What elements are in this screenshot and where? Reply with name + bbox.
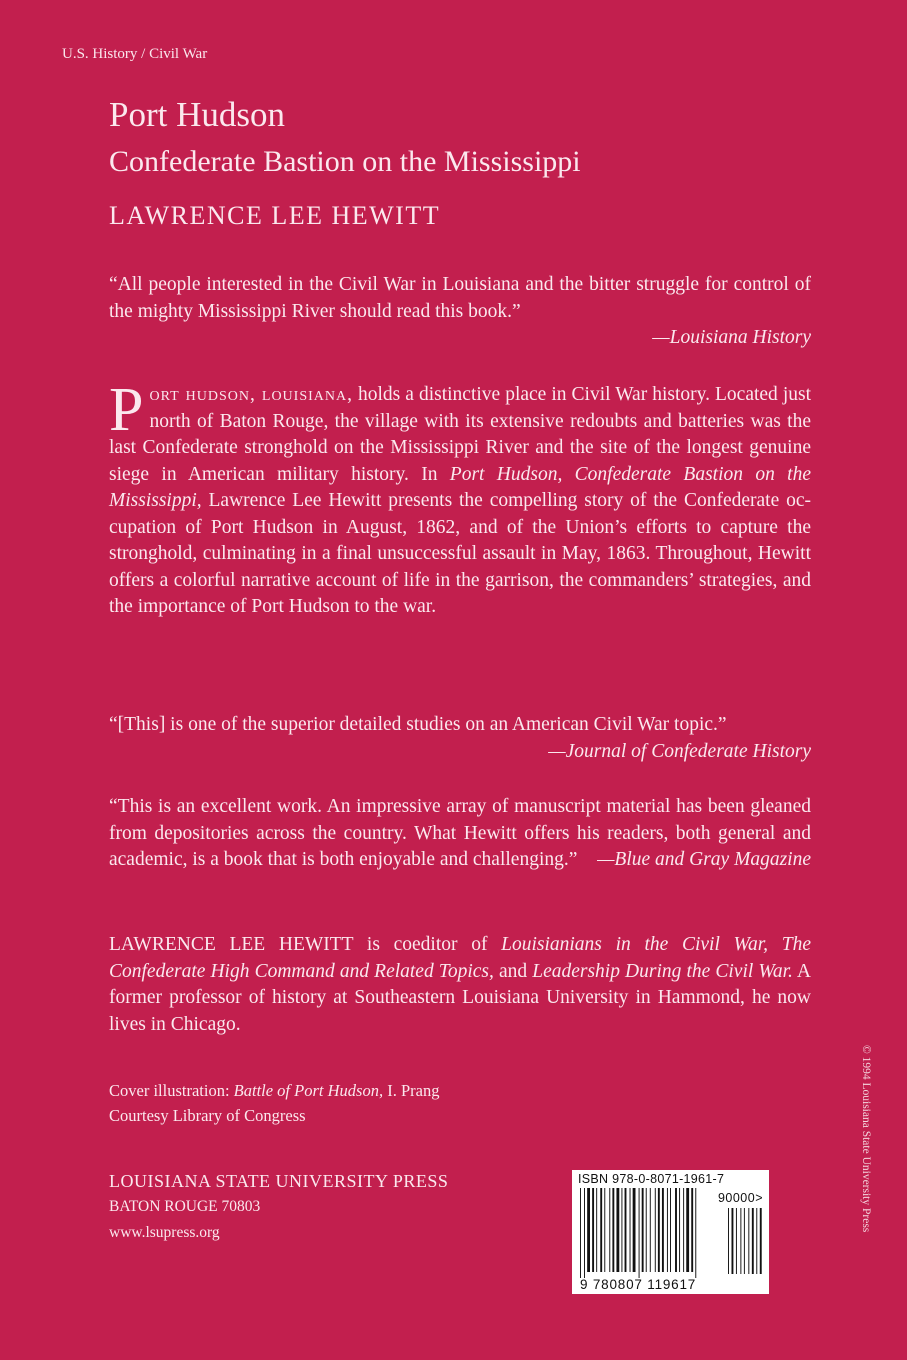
barcode-bars (572, 1170, 769, 1294)
publisher-url: www.lsupress.org (109, 1224, 220, 1241)
addon-bar (728, 1208, 729, 1274)
quote-text: “[This] is one of the superior detailed studies on an American Civil War topic.” (109, 714, 727, 735)
barcode-bar (667, 1188, 668, 1272)
barcode-bar (592, 1188, 594, 1272)
credit-courtesy: Courtesy Library of Congress (109, 1106, 306, 1125)
quote-text: “All people interested in the Civil War in Louisiana and the bitter struggle for control of the mighty Mississippi River should read this book.” (109, 274, 811, 322)
addon-bar (748, 1208, 749, 1274)
barcode-bar (650, 1188, 651, 1272)
addon-bar (756, 1208, 757, 1274)
barcode-bar (683, 1188, 684, 1272)
barcode-bar (679, 1188, 680, 1272)
isbn-text: ISBN 978-0-8071-1961-7 (578, 1172, 725, 1186)
description-part-2: Lawrence Lee Hewitt presents the compelling story of the Confederate occupation of Port Hudson in August, 1862, and of the Union’s efforts to capture the stronghold, culminating in a final unsuccessful assault in May, 1863. Throughout, Hewitt offers a colorful narrative account of life in the garrison, the commanders’ strategies, and the importance of Port Hudson to the war. (109, 490, 811, 617)
bio-books-1: Louisianians in the Civil War, The Confederate High Command and Related Topics, (109, 934, 811, 982)
barcode-bar (600, 1188, 602, 1272)
quote-source: —Louisiana History (652, 327, 811, 348)
description-book-title: Port Hudson, Confederate Bastion on the Mississippi, (109, 463, 811, 511)
bio-books-2: Leadership During the Civil War. (532, 960, 793, 982)
bio-text-3: A former professor of history at Southeastern Louisiana University in Hammond, he now lives in Chicago. (109, 960, 811, 1035)
addon-bar (736, 1208, 737, 1274)
barcode-bar (686, 1188, 689, 1272)
barcode-bar (580, 1188, 581, 1278)
barcode-bar (639, 1188, 640, 1278)
book-title: Port Hudson (109, 95, 285, 134)
barcode-bar (596, 1188, 597, 1272)
review-quote-2 (109, 712, 811, 765)
cover-credit (109, 1078, 439, 1128)
barcode-bar (625, 1188, 627, 1272)
author-bio (109, 932, 811, 1038)
publisher-city: BATON ROUGE 70803 (109, 1198, 261, 1215)
barcode-bar (630, 1188, 631, 1272)
addon-bar (732, 1208, 734, 1274)
description-lead: ort hudson, louisiana, (149, 384, 353, 405)
barcode-bar (670, 1188, 671, 1272)
barcode-bar (662, 1188, 664, 1272)
barcode-bar (675, 1188, 677, 1272)
addon-bar (740, 1208, 741, 1274)
review-quote-1 (109, 272, 811, 352)
credit-artist: I. Prang (383, 1081, 440, 1100)
credit-label: Cover illustration: (109, 1081, 234, 1100)
publisher-name: LOUISIANA STATE UNIVERSITY PRESS (109, 1171, 449, 1191)
quote-source: —Blue and Gray Magazine (597, 849, 811, 870)
author-name: LAWRENCE LEE HEWITT (109, 201, 441, 230)
addon-bar (760, 1208, 762, 1274)
isbn-barcode (572, 1170, 769, 1294)
barcode-bar (584, 1188, 585, 1278)
quote-source: —Journal of Confederate History (548, 740, 811, 762)
bio-name: LAWRENCE LEE HEWITT (109, 934, 354, 955)
addon-bar (744, 1208, 745, 1274)
price-code: 90000> (717, 1191, 763, 1205)
barcode-bar (604, 1188, 605, 1272)
barcode-bar (642, 1188, 644, 1272)
barcode-bar (658, 1188, 660, 1272)
barcode-bar (609, 1188, 610, 1272)
bio-text-2: and (493, 960, 533, 982)
barcode-bar (691, 1188, 693, 1272)
barcode-bar (695, 1188, 696, 1278)
book-description (109, 376, 811, 621)
barcode-bar (646, 1188, 647, 1272)
barcode-bar (621, 1188, 622, 1272)
barcode-bar (633, 1188, 636, 1272)
quote-text: “This is an excellent work. An impressive array of manuscript material has been gleaned from depositories across the country. What Hewitt offers his readers, both general and academic, is a book that is both enjoyable and challenging.” (109, 796, 811, 870)
barcode-bar (616, 1188, 619, 1272)
category-label: U.S. History / Civil War (62, 46, 208, 62)
barcode-digits: 9 780807 119617 (580, 1277, 697, 1292)
addon-bar (752, 1208, 754, 1274)
credit-work: Battle of Port Hudson, (233, 1081, 384, 1100)
bio-text-1: is coeditor of (353, 934, 502, 955)
copyright-notice: © 1994 Louisiana State University Press (860, 1045, 872, 1233)
barcode-bar (612, 1188, 614, 1272)
barcode-bar (587, 1188, 590, 1272)
publisher-info (109, 1168, 448, 1246)
review-quote-3 (109, 794, 811, 874)
book-subtitle: Confederate Bastion on the Mississippi (109, 145, 581, 178)
barcode-bar (655, 1188, 656, 1272)
description-part-1: holds a distinctive place in Civil War history. Located just north of Baton Rouge, the village with its extensive redoubts and batteries was the last Confederate stronghold on the Mississippi River and the site of the longest genuine siege in American military history. In (109, 384, 811, 485)
drop-cap: P (109, 376, 144, 444)
